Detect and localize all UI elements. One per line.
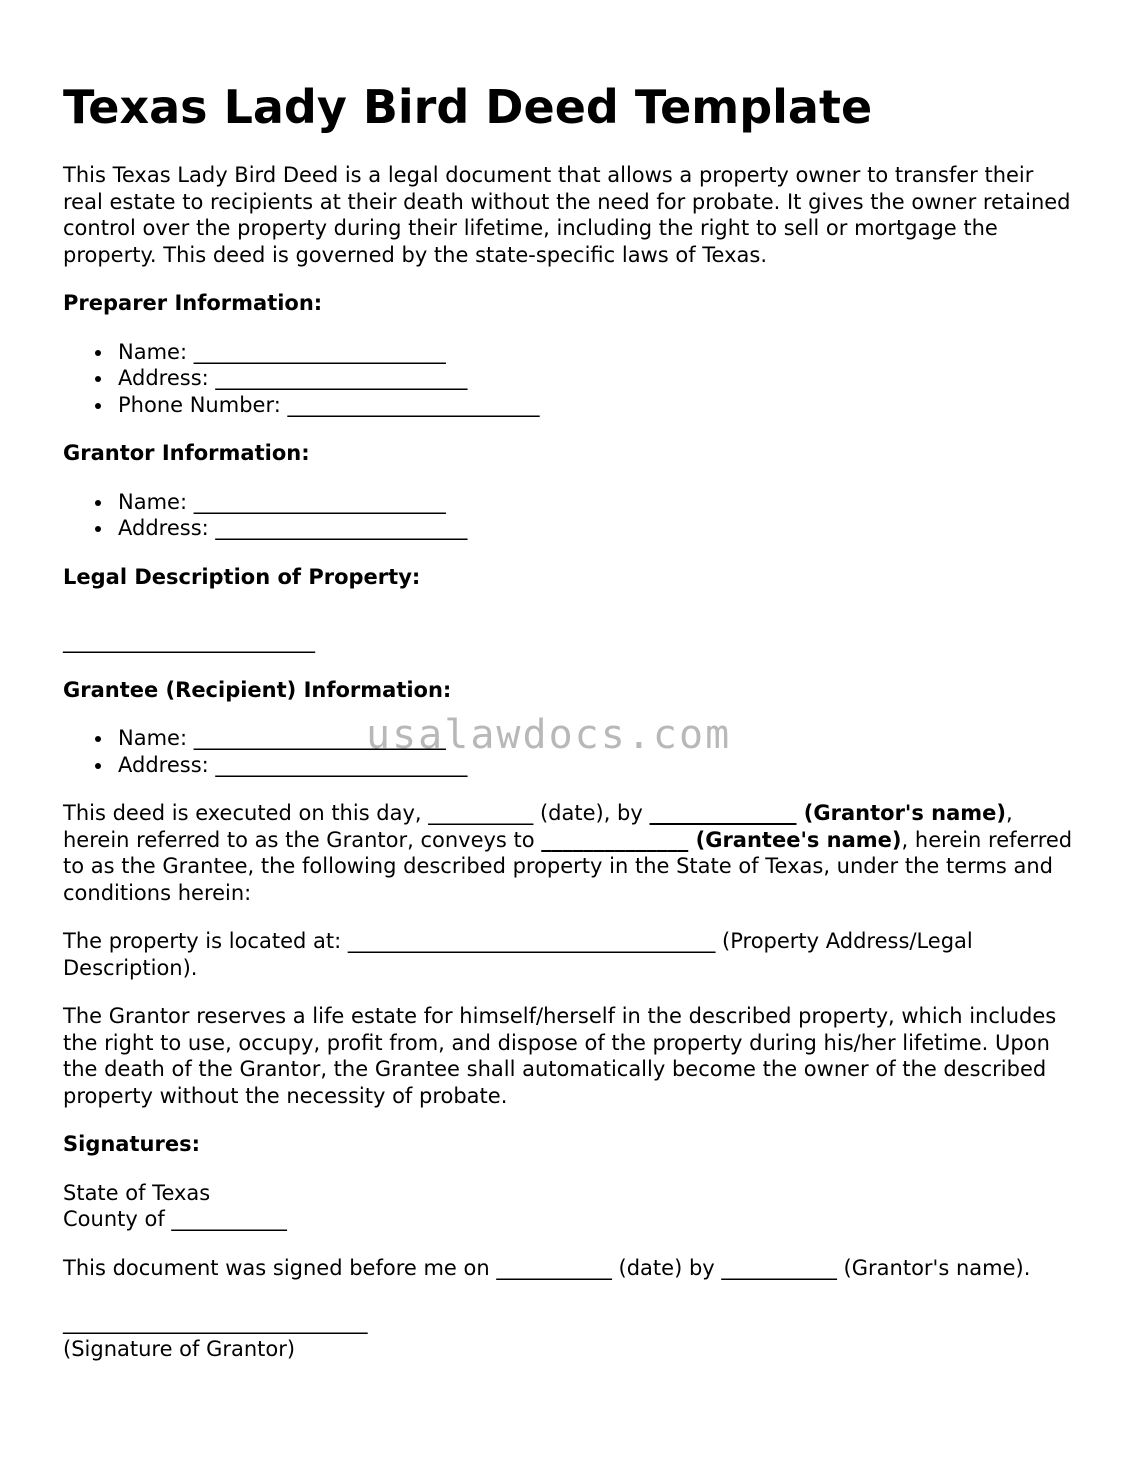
grantee-name-field: Name: ________________________	[118, 725, 1073, 752]
legal-description-blank: ________________________	[63, 629, 315, 653]
grantee-address-field: Address: ________________________	[118, 752, 1073, 779]
preparer-phone-field: Phone Number: ________________________	[118, 392, 1073, 419]
grantor-address-field: Address: ________________________	[118, 515, 1073, 542]
intro-paragraph: This Texas Lady Bird Deed is a legal document that allows a property owner to transfer their real estate to recipients at their death without the need for probate. It gives the owner retained control over the property during their lifetime, including the right to sell or mortgage the property. This deed is governed by the state-specific laws of Texas.	[63, 163, 1071, 267]
page-title: Texas Lady Bird Deed Template	[63, 80, 873, 134]
preparer-address-field: Address: ________________________	[118, 365, 1073, 392]
signature-line: _____________________________	[63, 1310, 368, 1334]
grantee-heading: Grantee (Recipient) Information:	[63, 677, 452, 702]
grantor-list	[63, 489, 1073, 542]
notary-paragraph: This document was signed before me on ___________ (date) by ___________ (Grantor's name).	[63, 1255, 1031, 1280]
county-line: County of ___________	[63, 1207, 287, 1231]
venue-block	[63, 1180, 1073, 1233]
execution-text-3: , herein referred to as the Grantee, the following described property in the State of Texas, under the terms and conditions herein:	[63, 827, 1073, 905]
signatures-heading: Signatures:	[63, 1132, 200, 1156]
preparer-name-field: Name: ________________________	[118, 339, 1073, 366]
legal-description-heading: Legal Description of Property:	[63, 564, 421, 589]
state-line: State of Texas	[63, 1180, 211, 1205]
execution-grantee-blank: ______________ (Grantee's name)	[541, 827, 902, 852]
grantor-heading: Grantor Information:	[63, 441, 310, 465]
preparer-list	[63, 339, 1073, 419]
execution-text-1: This deed is executed on this day, __________ (date), by	[63, 801, 650, 825]
execution-paragraph	[63, 800, 1073, 906]
execution-grantor-blank: ______________ (Grantor's name)	[649, 801, 1007, 825]
execution-text-2: , herein referred to as the Grantor, conveys to	[63, 801, 1013, 852]
grantee-list	[63, 725, 1073, 778]
grantor-name-field: Name: ________________________	[118, 489, 1073, 516]
watermark: usalawdocs.com	[366, 712, 732, 758]
preparer-heading: Preparer Information:	[63, 291, 323, 315]
signature-label: (Signature of Grantor)	[63, 1336, 296, 1361]
life-estate-paragraph: The Grantor reserves a life estate for himself/herself in the described property, which includes the right to use, occupy, profit from, and dispose of the property during his/her lifetime. Upon the death of the Grantor, the Grantee shall automatically become the owner of the described property without the necessity of probate.	[63, 1004, 1057, 1108]
property-location-paragraph: The property is located at: ___________________________________ (Property Address/Legal Description).	[63, 929, 973, 980]
document-page	[63, 80, 1073, 1362]
